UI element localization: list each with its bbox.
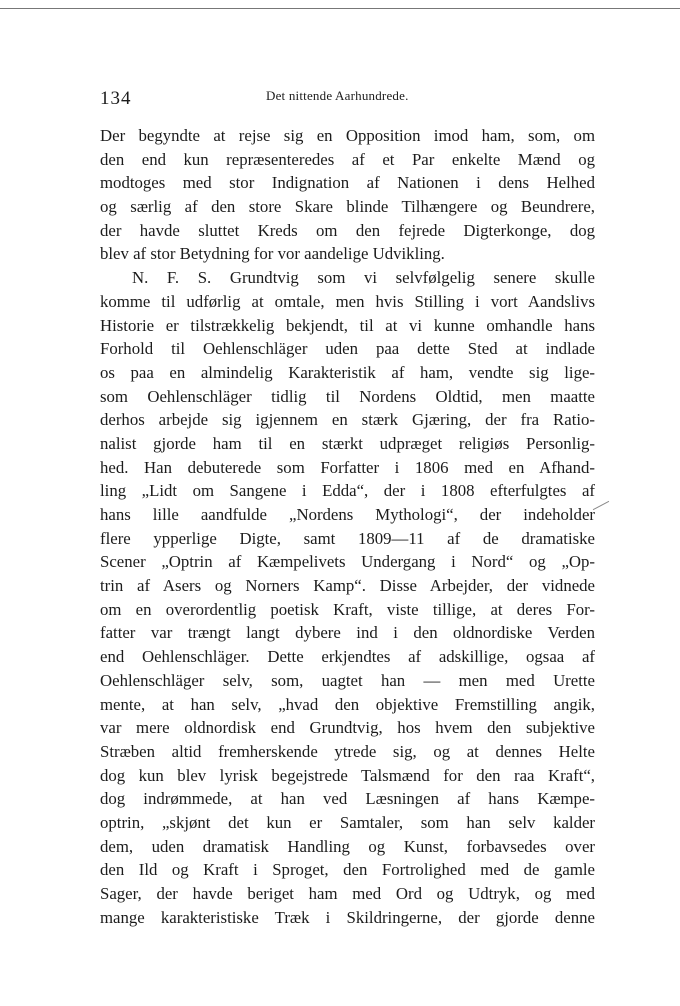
text-line: mente, at han selv, „hvad den objektive Fremstilling angik, [100,694,595,714]
text-line: om en overordentlig poetisk Kraft, viste tillige, at deres For- [100,599,595,619]
text-line: derhos arbejde sig igjennem en stærk Gjæring, der fra Ratio- [100,410,595,430]
text-line: Oehlenschläger selv, som, uagtet han — men med Urette [100,670,595,690]
text-line: os paa en almindelig Karakteristik af ham, vendte sig lige- [100,362,595,382]
text-line: der havde sluttet Kreds om den fejrede Digterkonge, dog [100,220,595,240]
text-line: blev af stor Betydning for vor aandelige Udvikling. [100,244,445,264]
text-line: modtoges med stor Indignation af Nationen i dens Helhed [100,173,595,193]
text-line: flere ypperlige Digte, samt 1809—11 af de dramatiske [100,528,595,548]
page-top-rule [0,8,680,9]
text-line: Historie er tilstrækkelig bekjendt, til at vi kunne omhandle hans [100,315,595,335]
text-line: optrin, „skjønt det kun er Samtaler, som han selv kalder [100,812,595,832]
body-text [100,124,595,929]
text-line: mange karakteristiske Træk i Skildringerne, der gjorde denne [100,907,595,927]
text-line: komme til udførlig at omtale, men hvis Stilling i vort Aandslivs [100,291,595,311]
text-line: dog kun blev lyrisk begejstrede Talsmænd for den raa Kraft“, [100,765,595,785]
text-line: Stræben altid fremherskende ytrede sig, og at dennes Helte [100,741,595,761]
text-line: den Ild og Kraft i Sproget, den Fortrolighed med de gamle [100,860,595,880]
text-line: Scener „Optrin af Kæmpelivets Undergang i Nord“ og „Op- [100,552,595,572]
text-line: dem, uden dramatisk Handling og Kunst, forbavsedes over [100,836,595,856]
text-line: ling „Lidt om Sangene i Edda“, der i 1808 efterfulgtes af [100,481,595,501]
text-line: fatter var trængt langt dybere ind i den oldnordiske Verden [100,623,595,643]
text-line: Sager, der havde beriget ham med Ord og Udtryk, og med [100,884,595,903]
text-line: var mere oldnordisk end Grundtvig, hos hvem den subjektive [100,718,595,738]
running-head: Det nittende Aarhundrede. [266,88,409,103]
text-line: end Oehlenschläger. Dette erkjendtes af adskillige, ogsaa af [100,647,595,667]
text-line: N. F. S. Grundtvig som vi selvfølgelig senere skulle [132,268,595,288]
page-number: 134 [100,88,132,109]
text-line: dog indrømmede, at han ved Læsningen af hans Kæmpe- [100,789,595,809]
text-line: den end kun repræsenteredes af et Par enkelte Mænd og [100,149,595,169]
text-line: hans lille aandfulde „Nordens Mythologi“, der indeholder [100,505,595,524]
margin-pencil-mark [593,501,609,510]
text-line: trin af Asers og Norners Kamp“. Disse Arbejder, der vidnede [100,576,595,596]
text-line: som Oehlenschläger tidlig til Nordens Oldtid, men maatte [100,386,595,406]
text-line: Der begyndte at rejse sig en Opposition imod ham, som, om [100,126,595,145]
text-line: og særlig af den store Skare blinde Tilhængere og Beundrere, [100,197,595,217]
text-line: nalist gjorde ham til en stærkt udpræget religiøs Personlig- [100,433,595,453]
text-line: hed. Han debuterede som Forfatter i 1806 med en Afhand- [100,457,595,477]
text-line: Forhold til Oehlenschläger uden paa dette Sted at indlade [100,339,595,359]
